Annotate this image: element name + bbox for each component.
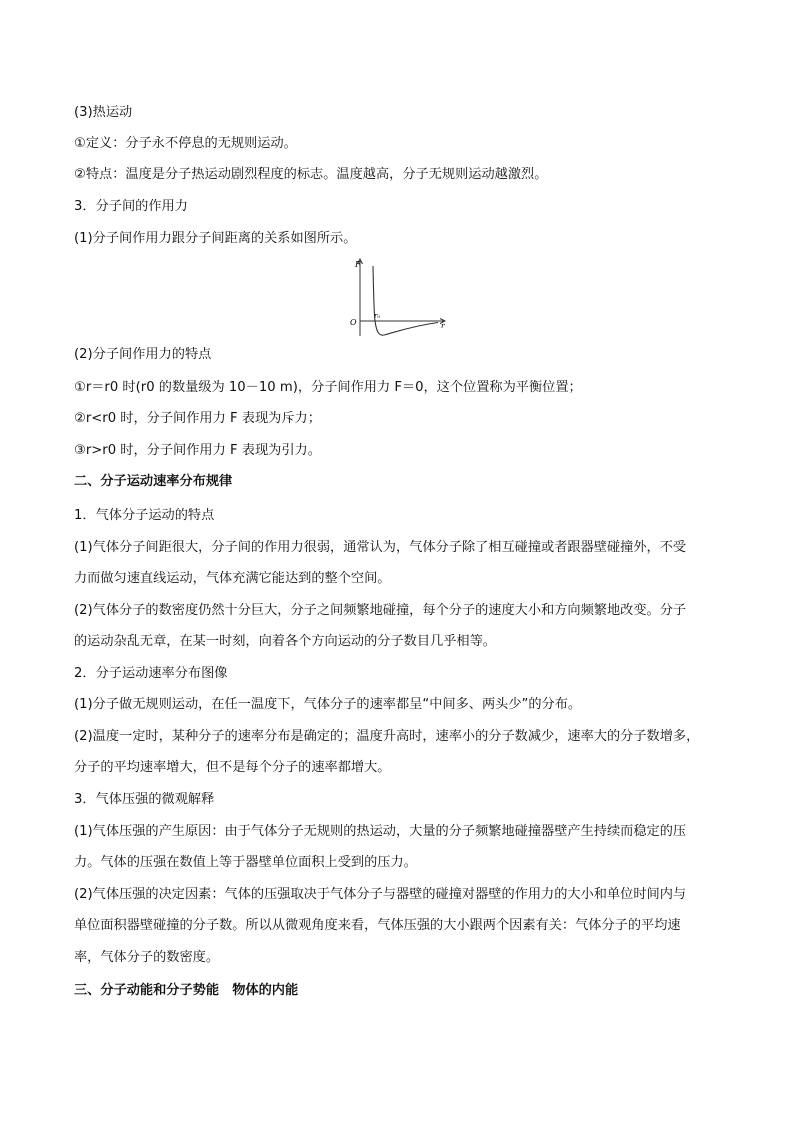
paragraph-line: ②r<r0 时，分子间作用力 F 表现为斥力； xyxy=(74,411,321,426)
paragraph-line: 率，气体分子的数密度。 xyxy=(74,950,220,965)
chapter-heading: 二、分子运动速率分布规律 xyxy=(74,474,233,489)
paragraph-line: ③r>r0 时，分子间作用力 F 表现为引力。 xyxy=(74,443,321,458)
f-axis-label: F xyxy=(355,260,361,269)
paragraph-line: ①r＝r0 时(r0 的数量级为 10－10 m)，分子间作用力 F＝0，这个位置称为平衡位置； xyxy=(74,380,582,395)
paragraph-line: ②特点：温度是分子热运动剧烈程度的标志。温度越高，分子无规则运动越激烈。 xyxy=(74,167,548,182)
section-heading: 3．分子间的作用力 xyxy=(74,199,188,214)
section-heading: 3．气体压强的微观解释 xyxy=(74,792,215,807)
r-axis-label: r xyxy=(441,321,445,330)
paragraph-line: (1)气体压强的产生原因：由于气体分子无规则的热运动，大量的分子频繁地碰撞器壁产生持续而稳定的压 xyxy=(74,824,687,839)
paragraph-line: 的运动杂乱无章，在某一时刻，向着各个方向运动的分子数目几乎相等。 xyxy=(74,634,496,649)
force-curve xyxy=(373,266,438,335)
force-distance-graph xyxy=(344,256,448,338)
paragraph-line: 力。气体的压强在数值上等于器壁单位面积上受到的压力。 xyxy=(74,855,417,870)
paragraph-line: (2)分子间作用力的特点 xyxy=(74,347,212,362)
paragraph-line: (1)气体分子间距很大，分子间的作用力很弱，通常认为，气体分子除了相互碰撞或者跟器壁碰撞外，不受 xyxy=(74,540,687,555)
paragraph-line: (2)气体压强的决定因素：气体的压强取决于气体分子与器壁的碰撞对器壁的作用力的大小和单位时间内与 xyxy=(74,887,687,902)
subsection-heading: (3)热运动 xyxy=(74,105,133,120)
chapter-heading: 三、分子动能和分子势能 物体的内能 xyxy=(74,983,299,998)
paragraph-line: (2)气体分子的数密度仍然十分巨大，分子之间频繁地碰撞，每个分子的速度大小和方向频繁地改变。分子 xyxy=(74,603,687,618)
origin-label: O xyxy=(350,318,357,327)
paragraph-line: (2)温度一定时，某种分子的速率分布是确定的；温度升高时，速率小的分子数减少，速率大的分子数增多， xyxy=(74,729,700,744)
paragraph-line: 力而做匀速直线运动，气体充满它能达到的整个空间。 xyxy=(74,571,391,586)
paragraph-line: (1)分子做无规则运动，在任一温度下，气体分子的速率都呈“中间多、两头少”的分布。 xyxy=(74,697,582,712)
paragraph-line: 分子的平均速率增大，但不是每个分子的速率都增大。 xyxy=(74,760,391,775)
section-heading: 2．分子运动速率分布图像 xyxy=(74,666,228,681)
section-heading: 1．气体分子运动的特点 xyxy=(74,508,215,523)
paragraph-line: ①定义：分子永不停息的无规则运动。 xyxy=(74,136,297,151)
r0-label: r₀ xyxy=(374,312,381,320)
paragraph-line: 单位面积器壁碰撞的分子数。所以从微观角度来看，气体压强的大小跟两个因素有关：气体分子的平均速 xyxy=(74,918,681,933)
paragraph-line: (1)分子间作用力跟分子间距离的关系如图所示。 xyxy=(74,231,357,246)
